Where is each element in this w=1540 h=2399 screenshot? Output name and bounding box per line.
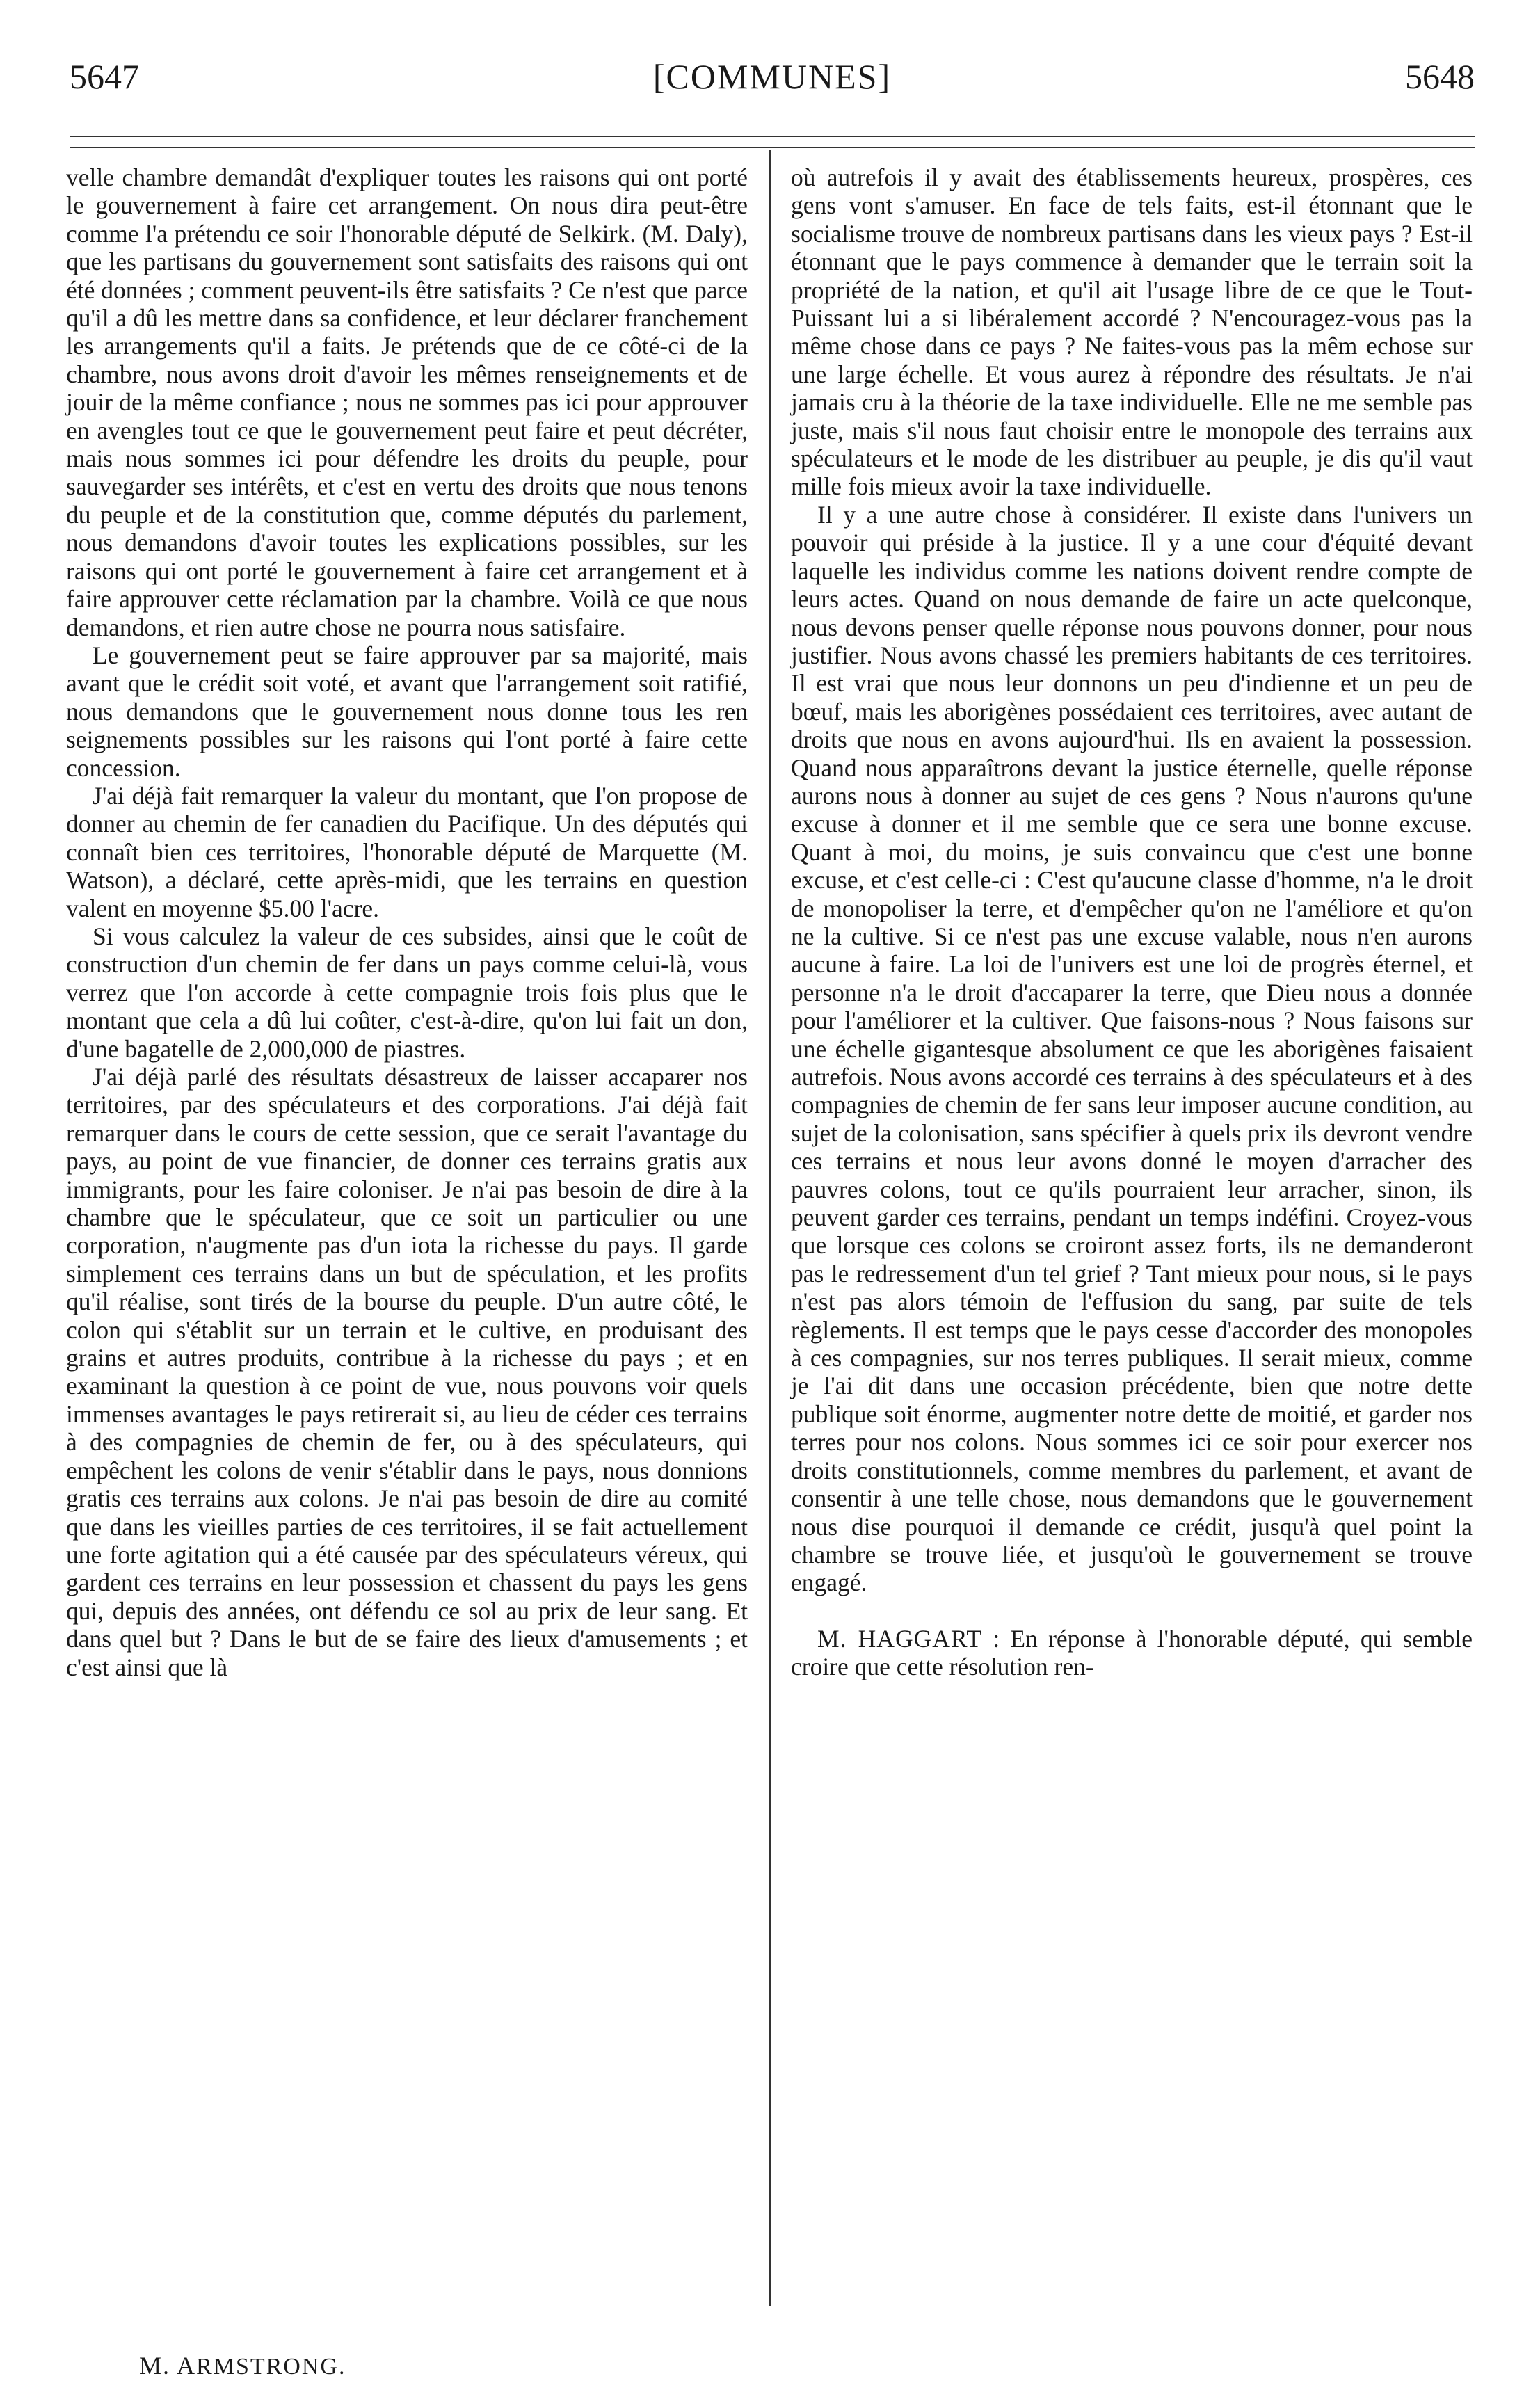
- page-title: [COMMUNES]: [652, 57, 892, 96]
- header-double-rule: [70, 136, 1475, 148]
- paragraph: Si vous calculez la valeur de ces subsides, ainsi que le coût de construction d'un chemin de fer dans un pays comme celui-là, vous verrez que l'on accorde à cette compagnie trois fois plus que le montant que cela a dû lui coûter, c'est-à-dire, qu'on lui fait un don, d'une bagatelle de 2,000,000 de piastres.: [66, 922, 748, 1063]
- paragraph: Il y a une autre chose à considérer. Il existe dans l'univers un pouvoir qui préside à la justice. Il y a une cour d'équité devant laquelle les individus comme les nations doivent rendre compte de leurs actes. Quand on nous demande de faire un acte quelconque, nous devons penser quelle réponse nous pouvons donner, pour nous justifier. Nous avons chassé les premiers habitants de ces territoires. Il est vrai que nous leur donnons un peu d'indienne et un peu de bœuf, mais les aborigènes possédaient ces territoires, avec autant de droits que nous en avons aujourd'hui. Ils en avaient la possession. Quand nous apparaîtrons devant la justice éternelle, quelle réponse aurons nous à donner au sujet de ces gens ? Nous n'aurons qu'une excuse à donner et il me semble que ce sera une bonne excuse. Quant à moi, du moins, je suis convaincu que c'est une bonne excuse, et c'est celle-ci : C'est qu'aucune classe d'homme, n'a le droit de monopoliser la terre, et d'empêcher qu'on ne l'améliore et qu'on ne la cultive. Si ce n'est pas une excuse valable, nous n'en aurons aucune à faire. La loi de l'univers est une loi de progrès éternel, et personne n'a le droit d'accaparer la terre, que Dieu nous a donnée pour l'améliorer et la cultiver. Que faisons-nous ? Nous faisons sur une échelle gigantesque absolument ce que les aborigènes faisaient autrefois. Nous avons accordé ces terrains à des spéculateurs et à des compagnies de chemin de fer sans leur imposer aucune condition, au sujet de la colonisation, sans spécifier à quels prix ils devront vendre ces terrains et nous leur avons donné le moyen d'arracher des pauvres colons, tout ce qu'ils pourraient leur arracher, sinon, ils peuvent garder ces terrains, pendant un temps indéfini. Croyez-vous que lorsque ces colons se croiront assez forts, ils ne demanderont pas le redressement d'un tel grief ? Tant mieux pour nous, si le pays n'est pas alors témoin de l'effusion du sang, par suite de tels règlements. Il est temps que le pays cesse d'accorder des monopoles à ces compagnies, sur nos terres publiques. Il serait mieux, comme je l'ai dit dans une occasion précédente, bien que notre dette publique soit énorme, augmenter notre dette de moitié, et garder nos terres pour nos colons. Nous sommes ici ce soir pour exercer nos droits constitutionnels, comme membres du parlement, et avant de consentir à une telle chose, nous demandons que le gouvernement nous dise pourquoi il demande ce crédit, jusqu'à quel point la chambre se trouve liée, et jusqu'où le gouvernement se trouve engagé.: [791, 500, 1473, 1597]
- page-header: [70, 49, 1475, 104]
- footer-speaker-rest: RMSTRONG.: [196, 2354, 346, 2380]
- right-column: [791, 163, 1473, 1681]
- left-column: [66, 163, 748, 1681]
- footer-speaker-initial: M. A: [139, 2352, 197, 2380]
- column-divider: [769, 150, 771, 2306]
- paragraph: J'ai déjà fait remarquer la valeur du montant, que l'on propose de donner au chemin de fer canadien du Pacifique. Un des députés qui connaît bien ces territoires, l'honorable député de Marquette (M. Watson), a déclaré, cette après-midi, que les terrains en question valent en moyenne $5.00 l'acre.: [66, 781, 748, 922]
- right-page-number: 5648: [1405, 57, 1475, 96]
- footer-speaker: [139, 2351, 346, 2380]
- speaker-paragraph: [791, 1625, 1473, 1681]
- left-page-number: 5647: [70, 57, 139, 96]
- speaker-name: M. HAGGART: [817, 1624, 983, 1653]
- speaker-text: : En réponse à l'honorable député, qui semble croire que cette résolution ren-: [791, 1624, 1473, 1681]
- paragraph: velle chambre demandât d'expliquer toutes les raisons qui ont porté le gouvernement à faire cet arrangement. On nous dira peut-être comme l'a prétendu ce soir l'honorable député de Selkirk. (M. Daly), que les partisans du gouvernement sont satisfaits des raisons qui ont été données ; comment peuvent-ils être satisfaits ? Ce n'est que parce qu'il a dû les mettre dans sa confidence, et leur déclarer franchement les arrangements qu'il a faits. Je prétends que de ce côté-ci de la chambre, nous avons droit d'avoir les mêmes renseignements et de jouir de la même confiance ; nous ne sommes pas ici pour approuver en avengles tout ce que le gouvernement peut faire et peut décréter, mais nous sommes ici pour défendre les droits du peuple, pour sauvegarder ses intérêts, et c'est en vertu des droits que nous tenons du peuple et de la constitution que, comme députés du parlement, nous demandons d'avoir toutes les explications possibles, sur les raisons qui ont porté le gouvernement à faire cet arrangement et à faire approuver cette réclamation par la chambre. Voilà ce que nous demandons, et rien autre chose ne pourra nous satisfaire.: [66, 163, 748, 641]
- paragraph: J'ai déjà parlé des résultats désastreux de laisser accaparer nos territoires, par des spéculateurs et des corporations. J'ai déjà fait remarquer dans le cours de cette session, que ce serait l'avantage du pays, au point de vue financier, de donner ces terrains gratis aux immigrants, pour les faire coloniser. Je n'ai pas besoin de dire à la chambre que le spéculateur, que ce soit un particulier ou une corporation, n'augmente pas d'un iota la richesse du pays. Il garde simplement ces terrains dans un but de spéculation, et les profits qu'il réalise, sont tirés de la bourse du peuple. D'un autre côté, le colon qui s'établit sur un terrain et le cultive, en produisant des grains et autres produits, contribue à la richesse du pays ; et en examinant la question à ce point de vue, nous pouvons voir quels immenses avantages le pays retirerait si, au lieu de céder ces terrains à des compagnies de chemin de fer, ou à des spéculateurs, qui empêchent les colons de venir s'établir dans le pays, nous donnions gratis ces terrains aux colons. Je n'ai pas besoin de dire au comité que dans les vieilles parties de ces territoires, il se fait actuellement une forte agitation qui a été causée par des spéculateurs véreux, qui gardent ces terrains en leur possession et chassent du pays les gens qui, depuis des années, ont défendu ce sol au prix de leur sang. Et dans quel but ? Dans le but de se faire des lieux d'amusements ; et c'est ainsi que là: [66, 1063, 748, 1681]
- paragraph: où autrefois il y avait des établissements heureux, prospères, ces gens vont s'amuser. En face de tels faits, est-il étonnant que le socialisme trouve de nombreux partisans dans les vieux pays ? Est-il étonnant que le pays commence à demander que le terrain soit la propriété de la nation, et qu'il ait l'usage libre de ce que le Tout-Puissant lui a si libéralement accordé ? N'encouragez-vous pas la même chose dans ce pays ? Ne faites-vous pas la mêm echose sur une large échelle. Et vous aurez à répondre des résultats. Je n'ai jamais cru à la théorie de la taxe individuelle. Elle ne me semble pas juste, mais s'il nous faut choisir entre le monopole des terrains aux spéculateurs et le mode de les distribuer au peuple, je dis qu'il vaut mille fois mieux avoir la taxe individuelle.: [791, 163, 1473, 501]
- paragraph: Le gouvernement peut se faire approuver par sa majorité, mais avant que le crédit soit voté, et avant que l'arrangement soit ratifié, nous demandons que le gouvernement nous donne tous les ren seignements possibles sur les raisons qui l'ont porté à faire cette concession.: [66, 641, 748, 782]
